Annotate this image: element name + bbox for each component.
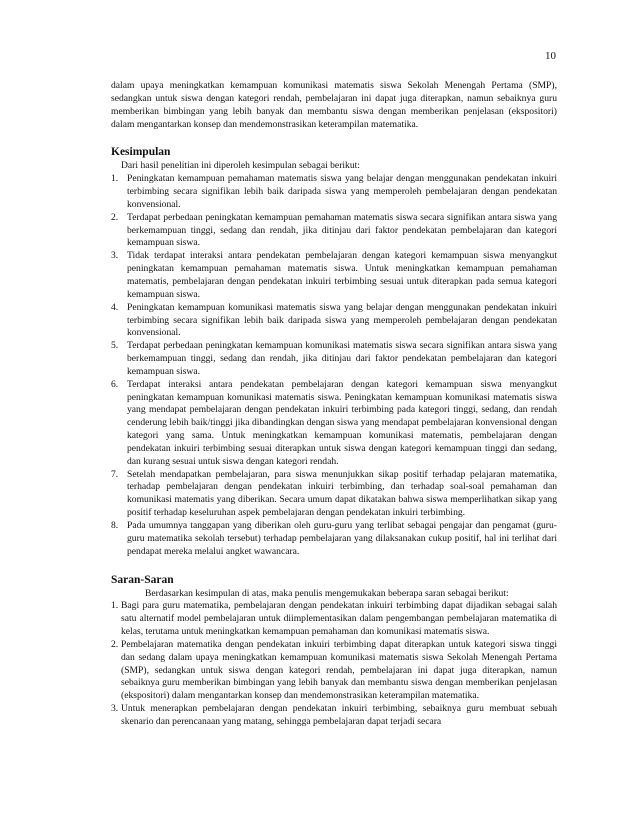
item-number: 5. — [111, 340, 119, 352]
kesimpulan-heading: Kesimpulan — [111, 146, 171, 159]
item-number: 2. — [111, 211, 119, 223]
kesimpulan-list — [111, 173, 557, 558]
item-number: 6. — [111, 378, 119, 390]
page-number: 10 — [545, 50, 556, 62]
item-number: 3. — [111, 250, 119, 262]
item-number: 7. — [111, 468, 119, 480]
item-text: Bagi para guru matematika, pembelajaran dengan pendekatan inkuiri terbimbing dapat dijadikan sebagai salah satu alternatif model pembelajaran untuk diimplementasikan dalam pengembangan pembelajaran matematika di kelas, terutama untuk meningkatkan kemampuan pemahaman dan komunikasi matematis siswa. — [121, 600, 557, 638]
item-number: 1. — [111, 600, 119, 612]
item-text: Peningkatan kemampuan komunikasi matematis siswa yang belajar dengan menggunakan pendekatan inkuiri terbimbing secara signifikan lebih baik daripada siswa yang memperoleh pembelajaran dengan pendekatan konvensional. — [127, 301, 557, 339]
item-text: Terdapat interaksi antara pendekatan pembelajaran dengan kategori kemampuan siswa menyangkut peningkatan kemampuan komunikasi matematis siswa. Peningkatan kemampuan komunikasi matematis siswa yang mendapat pembelajaran dengan pendekatan inkuiri terbimbing pada kategori tinggi, sedang, dan rendah cenderung lebih baik/tinggi jika dibandingkan dengan siswa yang mendapat pembelajaran konvensional dengan kategori yang sama. Untuk meningkatkan kemampuan komunikasi matematis, pembelajaran dengan pendekatan inkuiri terbimbing sesuai diterapkan untuk siswa dengan kategori kemampuan tinggi dan sedang, dan kurang sesuai untuk siswa dengan kategori rendah. — [127, 378, 557, 467]
item-number: 8. — [111, 520, 119, 531]
list-item — [111, 250, 557, 301]
list-item — [111, 173, 557, 212]
list-item — [111, 340, 557, 379]
list-item — [111, 520, 557, 559]
item-text: Pada umumnya tanggapan yang diberikan oleh guru-guru yang terlibat sebagai pengajar dan pengamat (guru-guru matematika sekolah tersebut) terhadap pembelajaran yang dilaksanakan cukup positif, hal ini terlihat dari pendapat mereka melalui angket wawancara. — [127, 520, 557, 557]
item-text: Terdapat perbedaan peningkatan kemampuan pemahaman matematis siswa secara signifikan antara siswa yang berkemampuan tinggi, sedang dan rendah, jika ditinjau dari faktor pendekatan pembelajaran dan kategori kemampuan siswa. — [127, 211, 557, 249]
item-text: Pembelajaran matematika dengan pendekatan inkuiri terbimbing dapat diterapkan untuk kategori siswa tinggi dan sedang dalam upaya meningkatkan kemampuan komunikasi matematis siswa Sekolah Menengah Pertama (SMP), sedangkan untuk siswa dengan kategori rendah, pembelajaran ini dapat juga diterapkan, namun sebaiknya guru memberikan bimbingan yang lebih banyak dan membantu siswa dengan memberikan penjelasan (ekspositori) dalam mengantarkan konsep dan mendemonstrasikan keterampilan matematika. — [121, 638, 557, 702]
item-text: Tidak terdapat interaksi antara pendekatan pembelajaran dengan kategori kemampuan siswa menyangkut peningkatan kemampuan pemahaman matematis siswa. Untuk meningkatkan kemampuan pemahaman matematis, pembelajaran dengan pendekatan inkuiri terbimbing sesuai untuk diterapkan pada semua kategori kemampuan siswa. — [127, 250, 557, 300]
list-item — [111, 703, 557, 729]
list-item — [111, 639, 557, 703]
item-number: 3. — [111, 703, 119, 715]
item-text: Setelah mendapatkan pembelajaran, para siswa menunjukkan sikap positif terhadap pelajaran matematika, terhadap pembelajaran dengan pendekatan inkuiri terbimbing, dan terhadap soal-soal pemahaman dan komunikasi matematis yang diberikan. Secara umum dapat dikatakan bahwa siswa memperlihatkan sikap yang positif terhadap keseluruhan aspek pembelajaran dengan pendekatan inkuiri terbimbing. — [127, 468, 557, 519]
list-item — [111, 600, 557, 639]
item-text: Untuk menerapkan pembelajaran dengan pendekatan inkuiri terbimbing, sebaiknya guru membuat sebuah skenario dan perencanaan yang matang, sehingga pembelajaran dapat terjadi secara — [121, 703, 557, 727]
item-number: 4. — [111, 301, 119, 313]
intro-paragraph: dalam upaya meningkatkan kemampuan komunikasi matematis siswa Sekolah Menengah Pertama (SMP), sedangkan untuk siswa dengan kategori rendah, pembelajaran ini dapat juga diterapkan, namun sebaiknya guru memberikan bimbingan yang lebih banyak dan membantu siswa dengan memberikan penjelasan (ekspositori) dalam mengantarkan konsep dan mendemonstrasikan keterampilan matematika. — [111, 80, 557, 130]
saran-list — [111, 600, 557, 728]
item-number: 1. — [111, 173, 119, 185]
list-item — [111, 379, 557, 469]
saran-heading: Saran-Saran — [111, 573, 174, 586]
kesimpulan-lead: Dari hasil penelitian ini diperoleh kesimpulan sebagai berikut: — [121, 160, 360, 172]
saran-lead: Berdasarkan kesimpulan di atas, maka penulis mengemukakan beberapa saran sebagai berikut: — [145, 587, 509, 599]
page-body — [111, 80, 557, 729]
item-number: 2. — [111, 638, 119, 650]
list-item — [111, 469, 557, 520]
item-text: Peningkatan kemampuan pemahaman matematis siswa yang belajar dengan menggunakan pendekatan inkuiri terbimbing secara signifikan lebih baik daripada siswa yang memperoleh pembelajaran dengan pendekatan konvensional. — [127, 173, 557, 210]
list-item — [111, 302, 557, 341]
item-text: Terdapat perbedaan peningkatan kemampuan komunikasi matematis siswa secara signifikan antara siswa yang berkemampuan tinggi, sedang dan rendah, jika ditinjau dari faktor pendekatan pembelajaran dan kategori kemampuan siswa. — [127, 340, 557, 377]
list-item — [111, 212, 557, 251]
